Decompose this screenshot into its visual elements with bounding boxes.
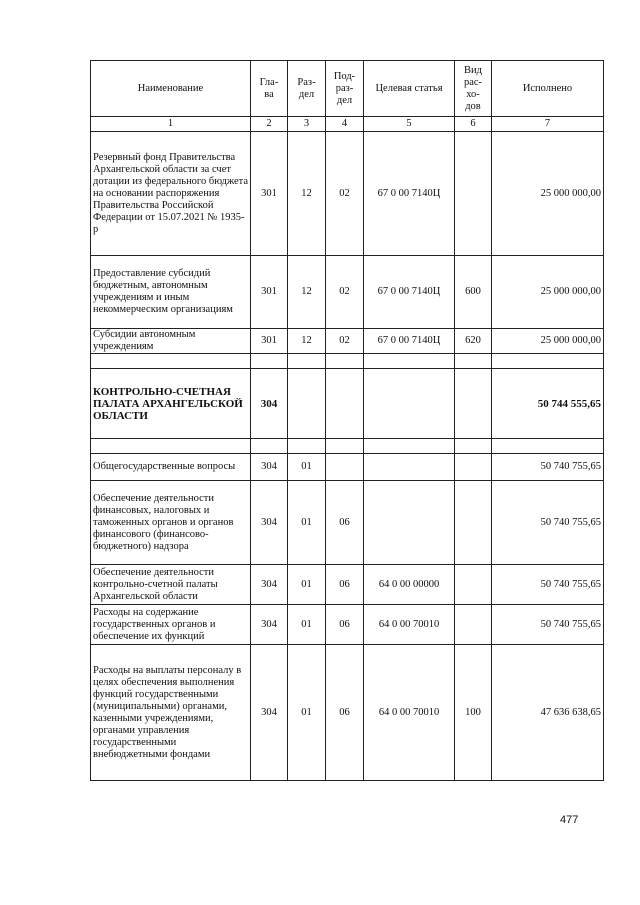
row-vid — [455, 565, 492, 605]
row-target — [364, 454, 455, 481]
header-vid: Вид рас- хо- дов — [455, 61, 492, 117]
row-razdel: 01 — [288, 565, 326, 605]
header-done: Исполнено — [492, 61, 604, 117]
row-name — [91, 354, 251, 369]
row-name: Расходы на содержание государственных органов и обеспечение их функций — [91, 605, 251, 645]
row-amount: 25 000 000,00 — [492, 329, 604, 354]
row-glava: 304 — [251, 481, 288, 565]
row-razdel: 01 — [288, 481, 326, 565]
row-amount: 47 636 638,65 — [492, 645, 604, 781]
row-podrazdel: 06 — [326, 605, 364, 645]
table-row — [91, 132, 604, 256]
header-razdel: Раз- дел — [288, 61, 326, 117]
row-podrazdel — [326, 454, 364, 481]
row-target — [364, 369, 455, 439]
row-name — [91, 439, 251, 454]
row-target: 67 0 00 7140Ц — [364, 132, 455, 256]
column-number: 2 — [251, 117, 288, 132]
column-number: 4 — [326, 117, 364, 132]
row-glava: 304 — [251, 645, 288, 781]
row-glava: 301 — [251, 329, 288, 354]
table-row — [91, 439, 604, 454]
table-row — [91, 329, 604, 354]
row-podrazdel: 06 — [326, 481, 364, 565]
row-razdel: 01 — [288, 645, 326, 781]
column-number: 5 — [364, 117, 455, 132]
row-podrazdel: 06 — [326, 565, 364, 605]
column-number: 1 — [91, 117, 251, 132]
row-podrazdel — [326, 369, 364, 439]
row-target: 67 0 00 7140Ц — [364, 256, 455, 329]
header-podrazdel: Под- раз- дел — [326, 61, 364, 117]
row-razdel — [288, 439, 326, 454]
row-name: Резервный фонд Правительства Архангельской области за счет дотации из федерального бюджета на основании распоряжения Правительства Российской Федерации от 15.07.2021 № 1935-р — [91, 132, 251, 256]
table-row — [91, 454, 604, 481]
row-amount: 50 744 555,65 — [492, 369, 604, 439]
table-row — [91, 481, 604, 565]
row-amount: 25 000 000,00 — [492, 132, 604, 256]
row-podrazdel: 02 — [326, 329, 364, 354]
row-target: 64 0 00 00000 — [364, 565, 455, 605]
row-vid — [455, 605, 492, 645]
row-razdel: 12 — [288, 329, 326, 354]
row-vid: 600 — [455, 256, 492, 329]
header-name: Наименование — [91, 61, 251, 117]
row-glava: 304 — [251, 565, 288, 605]
table-row — [91, 605, 604, 645]
budget-table — [90, 60, 604, 781]
row-amount: 50 740 755,65 — [492, 481, 604, 565]
row-target — [364, 481, 455, 565]
table-row — [91, 645, 604, 781]
row-target: 64 0 00 70010 — [364, 645, 455, 781]
column-number: 7 — [492, 117, 604, 132]
row-target — [364, 439, 455, 454]
row-amount: 50 740 755,65 — [492, 605, 604, 645]
page-number: 477 — [560, 814, 579, 826]
row-vid — [455, 132, 492, 256]
row-amount: 50 740 755,65 — [492, 565, 604, 605]
header-target: Целевая статья — [364, 61, 455, 117]
column-number-row — [91, 117, 604, 132]
row-name: Субсидии автономным учреждениям — [91, 329, 251, 354]
column-number: 3 — [288, 117, 326, 132]
row-vid: 100 — [455, 645, 492, 781]
row-amount — [492, 439, 604, 454]
row-name: Обеспечение деятельности финансовых, налоговых и таможенных органов и органов финансового (финансово-бюджетного) надзора — [91, 481, 251, 565]
row-vid: 620 — [455, 329, 492, 354]
row-razdel: 01 — [288, 454, 326, 481]
row-razdel — [288, 354, 326, 369]
row-target: 67 0 00 7140Ц — [364, 329, 455, 354]
row-glava: 301 — [251, 256, 288, 329]
row-vid — [455, 481, 492, 565]
row-podrazdel: 02 — [326, 132, 364, 256]
row-glava: 301 — [251, 132, 288, 256]
table-body — [91, 132, 604, 781]
table-row — [91, 565, 604, 605]
row-glava: 304 — [251, 605, 288, 645]
row-amount — [492, 354, 604, 369]
row-razdel — [288, 369, 326, 439]
row-name: КОНТРОЛЬНО-СЧЕТНАЯ ПАЛАТА АРХАНГЕЛЬСКОЙ ОБЛАСТИ — [91, 369, 251, 439]
header-glava: Гла- ва — [251, 61, 288, 117]
row-podrazdel: 06 — [326, 645, 364, 781]
row-name: Общегосударственные вопросы — [91, 454, 251, 481]
row-glava: 304 — [251, 369, 288, 439]
row-razdel: 01 — [288, 605, 326, 645]
table-row — [91, 354, 604, 369]
column-number: 6 — [455, 117, 492, 132]
row-target — [364, 354, 455, 369]
row-vid — [455, 454, 492, 481]
row-name: Предоставление субсидий бюджетным, автономным учреждениям и иным некоммерческим организациям — [91, 256, 251, 329]
row-glava: 304 — [251, 454, 288, 481]
row-amount: 50 740 755,65 — [492, 454, 604, 481]
row-podrazdel: 02 — [326, 256, 364, 329]
row-vid — [455, 369, 492, 439]
row-razdel: 12 — [288, 256, 326, 329]
row-amount: 25 000 000,00 — [492, 256, 604, 329]
table-row — [91, 369, 604, 439]
row-podrazdel — [326, 439, 364, 454]
row-vid — [455, 354, 492, 369]
table-row — [91, 256, 604, 329]
row-glava — [251, 354, 288, 369]
row-name: Расходы на выплаты персоналу в целях обеспечения выполнения функций государственными (муниципальными) органами, казенными учреждениями, органами управления государственными внебюджетными фондами — [91, 645, 251, 781]
row-razdel: 12 — [288, 132, 326, 256]
row-vid — [455, 439, 492, 454]
row-glava — [251, 439, 288, 454]
row-target: 64 0 00 70010 — [364, 605, 455, 645]
header-row — [91, 61, 604, 117]
row-podrazdel — [326, 354, 364, 369]
row-name: Обеспечение деятельности контрольно-счетной палаты Архангельской области — [91, 565, 251, 605]
